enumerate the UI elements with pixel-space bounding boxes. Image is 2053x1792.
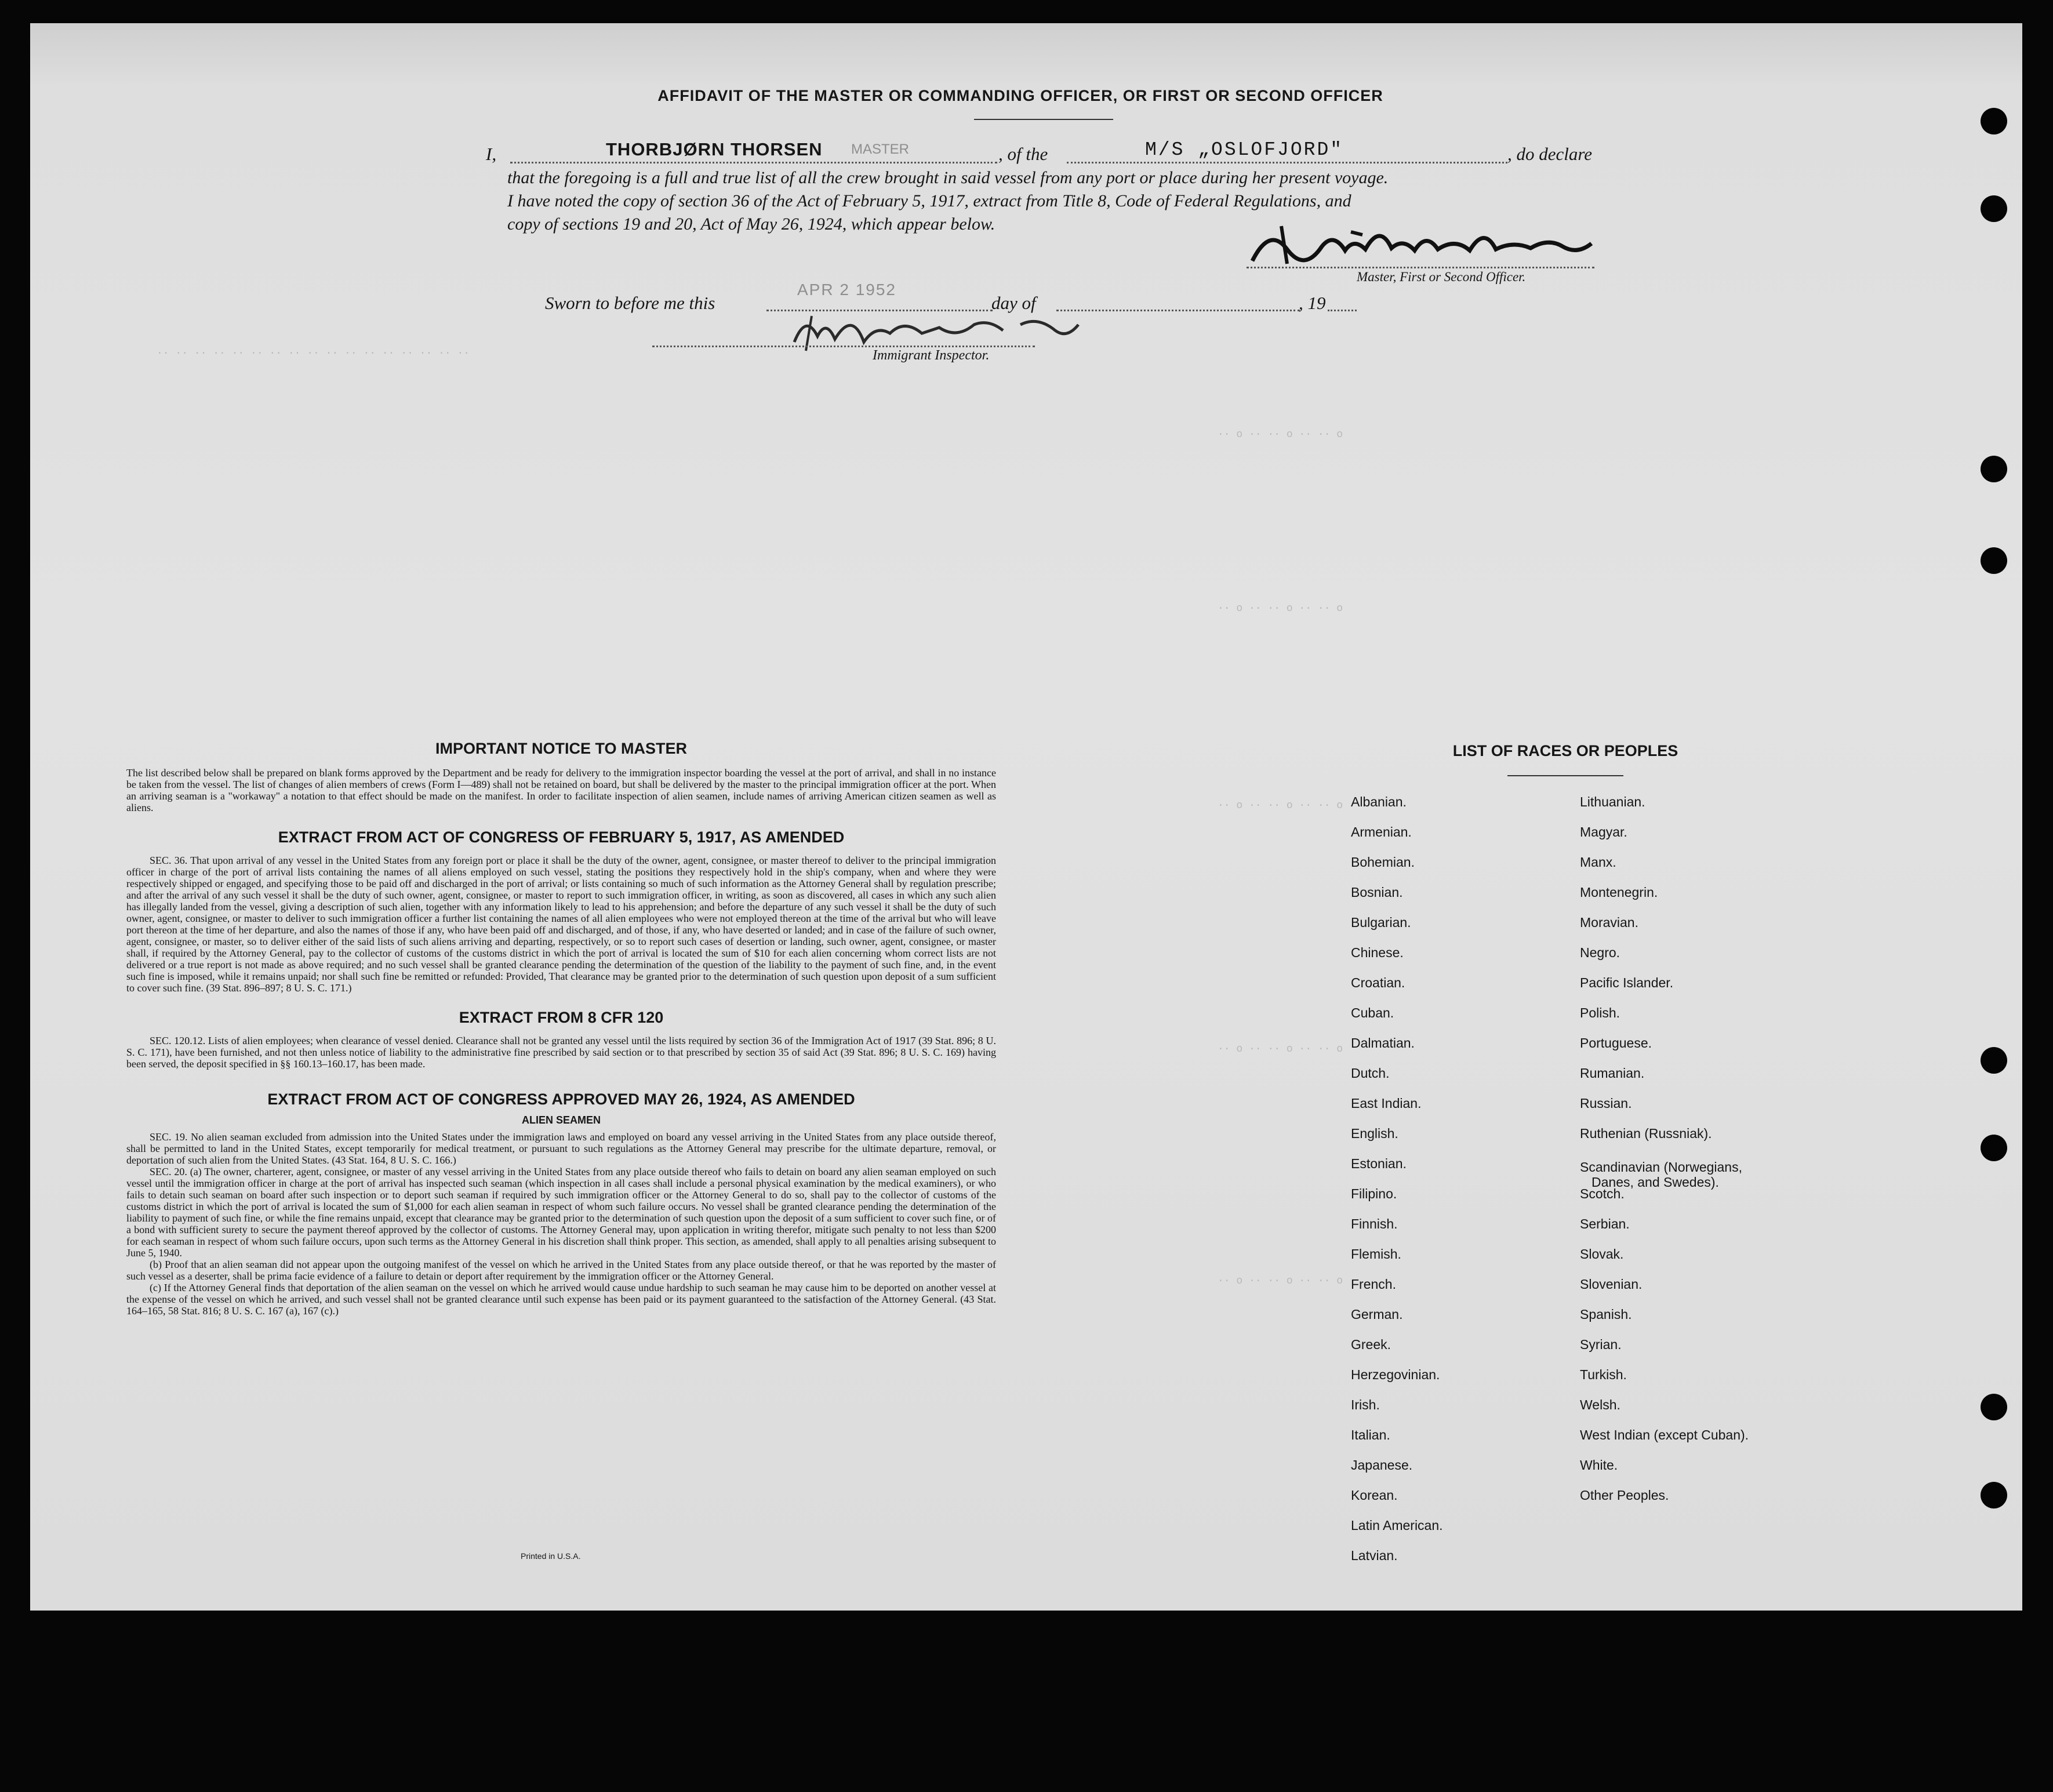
inspector-signature-line: [652, 346, 1035, 347]
signature-line: [1247, 267, 1594, 268]
race-item: Slovenian.: [1580, 1277, 1643, 1292]
extract-1924-heading: EXTRACT FROM ACT OF CONGRESS APPROVED MAY 26, 1924, AS AMENDED: [267, 1091, 855, 1108]
of-the-label: , of the: [998, 144, 1048, 164]
name-dotted-line: [510, 162, 997, 163]
declaration-line-3: I have noted the copy of section 36 of the Act of February 5, 1917, extract from Title 8, Code of Federal Regulations, and: [507, 191, 1351, 210]
sworn-label: Sworn to before me this: [545, 293, 715, 313]
race-item: French.: [1351, 1277, 1396, 1292]
race-item: Negro.: [1580, 945, 1620, 960]
master-name: THORBJØRN THORSEN: [606, 139, 823, 159]
race-item: Finnish.: [1351, 1216, 1398, 1231]
declaration-line-4: copy of sections 19 and 20, Act of May 26, 1924, which appear below.: [507, 215, 995, 234]
binder-hole: [1981, 1047, 2007, 1074]
race-item: Italian.: [1351, 1427, 1390, 1442]
bleed-through-mark: ·· o ·· ·· o ·· ·· o: [1218, 603, 1343, 615]
master-rank-stamp: MASTER: [851, 141, 910, 157]
race-item: Flemish.: [1351, 1246, 1401, 1262]
binder-hole: [1981, 1135, 2007, 1161]
races-heading: LIST OF RACES OR PEOPLES: [1452, 742, 1678, 759]
printed-in-usa: Printed in U.S.A.: [521, 1551, 581, 1561]
race-item: English.: [1351, 1126, 1398, 1141]
day-of-label: day of: [991, 293, 1036, 313]
bleed-through-mark: ·· o ·· ·· o ·· ·· o: [1218, 429, 1343, 441]
bleed-through-mark: ·· o ·· ·· o ·· ·· o: [1218, 1044, 1343, 1055]
race-item: Danes, and Swedes).: [1591, 1175, 1719, 1190]
race-item: Bohemian.: [1351, 855, 1415, 870]
race-item: Greek.: [1351, 1337, 1391, 1352]
race-item: Portuguese.: [1580, 1035, 1652, 1051]
binder-hole: [1981, 456, 2007, 482]
title-rule: [974, 119, 1113, 120]
race-item: Syrian.: [1580, 1337, 1622, 1352]
race-item: Welsh.: [1580, 1397, 1620, 1412]
affidavit-title: AFFIDAVIT OF THE MASTER OR COMMANDING OFFICER, OR FIRST OR SECOND OFFICER: [657, 87, 1383, 104]
race-item: Estonian.: [1351, 1156, 1407, 1171]
extract-1917-text: SEC. 36. That upon arrival of any vessel in the United States from any foreign port or place it shall be the duty of the owner, agent, consignee, or master thereof to deliver to the principal immigration officer in charge of the port of arrival lists containing the names of all aliens employed on such vessel, stating the positions they respectively hold in the ship's company, when and where they were respectively shipped or engaged, and specifying those to be paid off and discharged in the port of arrival; or lists containing so much of such information as the Attorney General shall by regulation prescribe; and after the arrival of any such vessel it shall be the duty of such owner, agent, consignee, or master to report to such immigration officer, in writing, as soon as discovered, all cases in which any such alien has illegally landed from the vessel, giving a description of such alien, together with any information likely to lead to his apprehension; and before the departure of any such vessel it shall be the duty of such owner, agent, consignee, or master to deliver to such immigration officer a further list containing the names of all alien employees who were not employed thereon at the time of the arrival but who will leave port thereon at the time of her departure, and also the names of those if any, who have been paid off and discharged, and of those, if any, who have deserted or landed; and in case of the failure of such owner, agent, consignee, or master, so to deliver either of the said lists of such aliens arriving and departing, respectively, or so to report such cases of desertion or landing, such owner, agent, consignee, or master shall, if required by the Attorney General, pay to the collector of customs of the customs district in which the port of arrival is located the sum of $10 for each alien concerning whom correct lists are not delivered or a true report is not made as above required; and no such vessel shall be granted clearance pending the determination of the question of the liability to the payment of such fine, and, in the event such fine is imposed, while it remains unpaid; nor shall such fine be remitted or refunded: Provided, That clearance may be granted prior to the determination of such question upon deposit of a sum sufficient to cover such fine. (39 Stat. 896–897; 8 U. S. C. 171.): [126, 855, 996, 994]
signature-caption: Master, First or Second Officer.: [1357, 270, 1526, 284]
legal-text-column: [126, 740, 996, 1317]
race-item: Armenian.: [1351, 824, 1412, 839]
races-heading-rule: [1507, 775, 1623, 776]
race-item: Filipino.: [1351, 1186, 1397, 1201]
race-item: Latin American.: [1351, 1518, 1443, 1533]
race-item: Other Peoples.: [1580, 1488, 1669, 1503]
extract-cfr-heading: EXTRACT FROM 8 CFR 120: [459, 1009, 664, 1026]
sec-20a-text: SEC. 20. (a) The owner, charterer, agent, consignee, or master of any vessel arriving in the United States from any place outside thereof who fails to detain on board any alien seaman employed on such vessel until the immigration officer in charge at the port of arrival has inspected such seaman (which inspection in all cases shall include a personal physical examination by the medical examiners), or who fails to detain such seaman on board after such inspection or to deport such seaman if required by such immigration officer or the Attorney General to do so, shall pay to the collector of customs of the customs district in which the port of arrival is located the sum of $1,000 for each alien seaman in respect of whom such failure occurs. No vessel shall be granted clearance pending the determination of the liability to payment of such fine, or while the fine remains unpaid, except that clearance may be granted prior to the determination of such question upon the deposit of a sum sufficient to cover such fine, or of a bond with sufficient surety to secure the payment thereof approved by the collector of customs. The Attorney General may, upon application in writing therefor, mitigate such penalty to not less than $200 for each seaman in respect of whom such failure occurs, upon such terms as the Attorney General in his discretion shall think proper. This section, as amended, shall apply to all penalties arising subsequent to June 5, 1940.: [126, 1166, 996, 1259]
binder-hole: [1981, 547, 2007, 574]
race-item: Slovak.: [1580, 1246, 1624, 1262]
race-item: Turkish.: [1580, 1367, 1627, 1382]
inspector-caption: Immigrant Inspector.: [873, 348, 990, 363]
race-item: Manx.: [1580, 855, 1616, 870]
race-item: Serbian.: [1580, 1216, 1630, 1231]
binder-hole: [1981, 195, 2007, 222]
extract-1917-heading: EXTRACT FROM ACT OF CONGRESS OF FEBRUARY 5, 1917, AS AMENDED: [278, 828, 845, 846]
race-item: German.: [1351, 1307, 1403, 1322]
race-item: Irish.: [1351, 1397, 1380, 1412]
binder-hole: [1981, 1482, 2007, 1509]
race-item: Polish.: [1580, 1005, 1620, 1020]
race-item: Chinese.: [1351, 945, 1404, 960]
race-item: Pacific Islander.: [1580, 975, 1674, 990]
binder-hole: [1981, 108, 2007, 135]
race-item: Lithuanian.: [1580, 794, 1645, 809]
notice-heading: IMPORTANT NOTICE TO MASTER: [435, 740, 687, 757]
sworn-date-stamp: APR 2 1952: [797, 281, 896, 299]
declaration-i: I,: [486, 144, 497, 164]
race-item: Croatian.: [1351, 975, 1405, 990]
race-item: Montenegrin.: [1580, 885, 1658, 900]
race-item: Herzegovinian.: [1351, 1367, 1440, 1382]
race-item: White.: [1580, 1457, 1618, 1473]
sec-19-text: SEC. 19. No alien seaman excluded from admission into the United States under the immigration laws and employed on board any vessel arriving in the United States from any place outside thereof, shall be permitted to land in the United States, except temporarily for medical treatment, or pursuant to such regulations as the Attorney General may prescribe for the ultimate departure, removal, or deportation of such alien from the United States. (43 Stat. 164, 8 U. S. C. 166.): [126, 1131, 996, 1166]
sec-20c-text: (c) If the Attorney General finds that deportation of the alien seaman on the vessel on which he arrived would cause undue hardship to such seaman he may cause him to be deported on another vessel at the expense of the vessel on which he arrived, and such vessel shall not be granted clearance until such expense has been paid or its payment guaranteed to the satisfaction of the Attorney General. (43 Stat. 164–165, 58 Stat. 816; 8 U. S. C. 167 (a), 167 (c).): [126, 1282, 996, 1317]
race-item: Spanish.: [1580, 1307, 1632, 1322]
master-signature: [1247, 215, 1594, 272]
race-item: Latvian.: [1351, 1548, 1398, 1563]
race-item: Japanese.: [1351, 1457, 1413, 1473]
race-item: Bulgarian.: [1351, 915, 1411, 930]
bleed-through-mark: ·· o ·· ·· o ·· ·· o: [1218, 1275, 1343, 1287]
bleed-through-mark: ·· o ·· ·· o ·· ·· o: [1218, 800, 1343, 812]
race-item: Cuban.: [1351, 1005, 1394, 1020]
declaration-line-2: that the foregoing is a full and true list of all the crew brought in said vessel from any port or place during her present voyage.: [507, 168, 1389, 187]
race-item: West Indian (except Cuban).: [1580, 1427, 1749, 1442]
bleed-through-mark: ·· ·· ·· ·· ·· ·· ·· ·· ·· ·· ·· ·· ·· ·· ·· ·· ··: [157, 348, 470, 359]
vessel-name: M/S „OSLOFJORD": [1145, 139, 1344, 161]
vessel-dotted-line: [1067, 162, 1507, 163]
sworn-month-line: [1056, 310, 1300, 311]
do-declare-label: , do declare: [1507, 144, 1593, 164]
race-item: Dalmatian.: [1351, 1035, 1415, 1051]
race-item: Scandinavian (Norwegians,: [1580, 1159, 1742, 1175]
race-item: Ruthenian (Russniak).: [1580, 1126, 1712, 1141]
race-item: Moravian.: [1580, 915, 1638, 930]
race-item: Bosnian.: [1351, 885, 1403, 900]
race-item: Scotch.: [1580, 1186, 1625, 1201]
sec-20b-text: (b) Proof that an alien seaman did not appear upon the outgoing manifest of the vessel on which he arrived in the United States from any place outside thereof, or that he was reported by the master of such vessel as a deserter, shall be prima facie evidence of a failure to detain or deport after requirement by the immigration officer or the Attorney General.: [126, 1259, 996, 1282]
year-label: , 19: [1299, 293, 1326, 313]
notice-text: The list described below shall be prepared on blank forms approved by the Department and be ready for delivery to the immigration inspector boarding the vessel at the port of arrival, and shall in no instance be taken from the vessel. The list of changes of alien members of crews (Form I—489) shall not be retained on board, but shall be delivered by the master to the principal immigration officer at the port. When an arriving seaman is a "workaway" a notation to that effect should be made on the manifest. In order to facilitate inspection of alien seamen, include names of arriving American citizen seamen as well as aliens.: [126, 767, 996, 813]
race-item: Rumanian.: [1580, 1066, 1645, 1081]
sworn-year-line: [1328, 310, 1357, 311]
race-item: Dutch.: [1351, 1066, 1390, 1081]
race-item: Russian.: [1580, 1096, 1632, 1111]
race-item: Magyar.: [1580, 824, 1627, 839]
race-item: Albanian.: [1351, 794, 1407, 809]
race-item: East Indian.: [1351, 1096, 1422, 1111]
alien-seamen-subheading: ALIEN SEAMEN: [521, 1114, 601, 1126]
binder-hole: [1981, 1394, 2007, 1420]
race-item: Korean.: [1351, 1488, 1398, 1503]
extract-cfr-text: SEC. 120.12. Lists of alien employees; when clearance of vessel denied. Clearance shall not be granted any vessel until the lists required by section 36 of the Immigration Act of 1917 (39 Stat. 896; 8 U. S. C. 171), have been furnished, and not then unless notice of liability to the administrative fine prescribed by said section or to that prescribed by section 35 of said Act (39 Stat. 896; 8 U. S. C. 169) having been served, the deposit specified in §§ 160.13–160.17, has been made.: [126, 1035, 996, 1070]
